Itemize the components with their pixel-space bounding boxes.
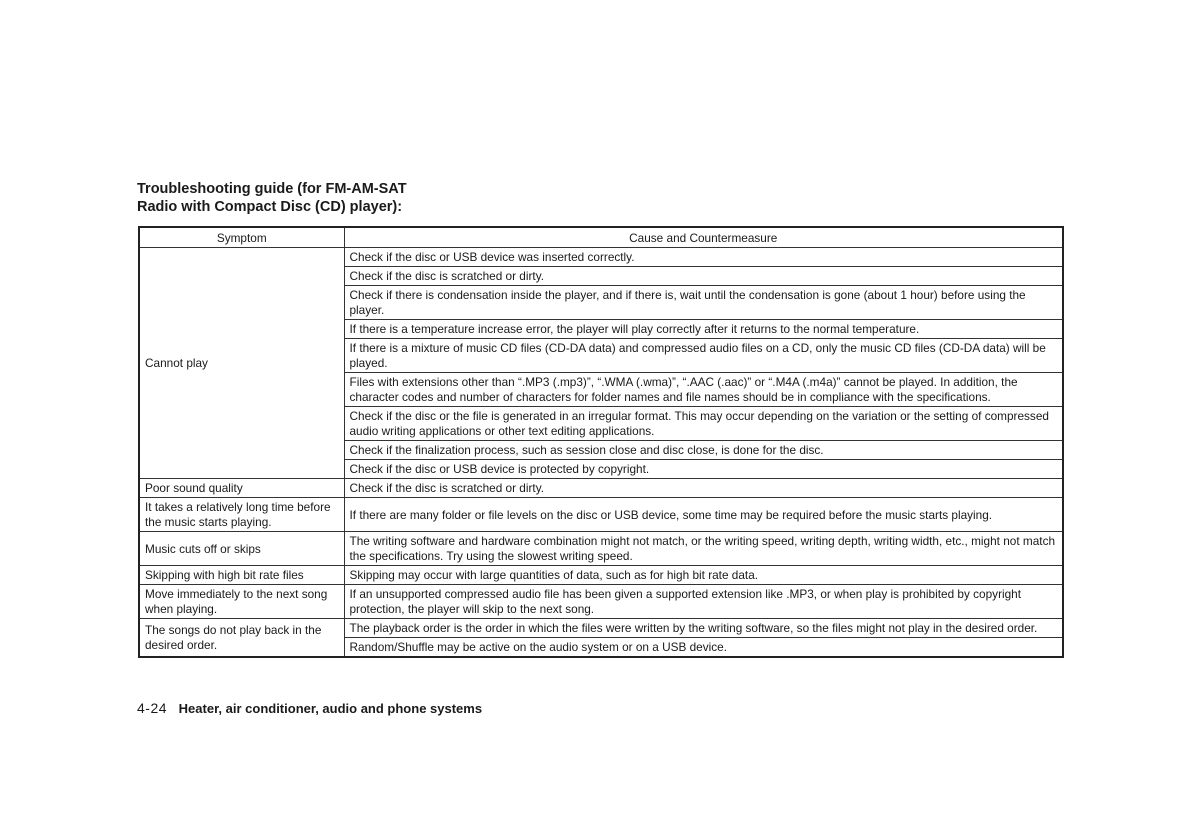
cause-cell: If there is a temperature increase error, the player will play correctly after it returns to the normal temperature. <box>344 320 1063 339</box>
table-row <box>139 248 1063 267</box>
table-row <box>139 585 1063 619</box>
cause-cell: If there are many folder or file levels on the disc or USB device, some time may be required before the music starts playing. <box>344 498 1063 532</box>
cause-cell: Random/Shuffle may be active on the audio system or on a USB device. <box>344 638 1063 658</box>
cause-cell: Check if the finalization process, such as session close and disc close, is done for the disc. <box>344 441 1063 460</box>
symptom-cell: Poor sound quality <box>139 479 344 498</box>
cause-cell: Check if the disc is scratched or dirty. <box>344 267 1063 286</box>
table-header-row <box>139 227 1063 248</box>
table-row <box>139 498 1063 532</box>
cause-cell: The playback order is the order in which the files were written by the writing software, so the files might not play in the desired order. <box>344 619 1063 638</box>
cause-cell: Check if there is condensation inside the player, and if there is, wait until the condensation is gone (about 1 hour) before using the player. <box>344 286 1063 320</box>
cause-cell: Check if the disc or USB device is protected by copyright. <box>344 460 1063 479</box>
table-row <box>139 566 1063 585</box>
table-row <box>139 479 1063 498</box>
symptom-column-header: Symptom <box>139 227 344 248</box>
cause-cell: If an unsupported compressed audio file has been given a supported extension like .MP3, or when play is prohibited by copyright protection, the player will skip to the next song. <box>344 585 1063 619</box>
symptom-cell: Skipping with high bit rate files <box>139 566 344 585</box>
cause-cell: Check if the disc is scratched or dirty. <box>344 479 1063 498</box>
symptom-cell: The songs do not play back in the desired order. <box>139 619 344 658</box>
symptom-cell: Move immediately to the next song when playing. <box>139 585 344 619</box>
cause-cell: If there is a mixture of music CD files (CD-DA data) and compressed audio files on a CD, only the music CD files (CD-DA data) will be played. <box>344 339 1063 373</box>
cause-cell: Skipping may occur with large quantities of data, such as for high bit rate data. <box>344 566 1063 585</box>
troubleshooting-table <box>138 226 1064 658</box>
table-row <box>139 532 1063 566</box>
symptom-cell: Music cuts off or skips <box>139 532 344 566</box>
page-number: 4-24 <box>137 700 168 716</box>
cause-column-header: Cause and Countermeasure <box>344 227 1063 248</box>
table-body <box>139 248 1063 658</box>
symptom-cell: Cannot play <box>139 248 344 479</box>
page-footer <box>137 700 482 716</box>
section-heading <box>137 180 407 216</box>
footer-section-title: Heater, air conditioner, audio and phone systems <box>178 701 483 716</box>
cause-cell: Check if the disc or USB device was inserted correctly. <box>344 248 1063 267</box>
heading-line-1: Troubleshooting guide (for FM-AM-SAT <box>137 181 407 197</box>
heading-line-2: Radio with Compact Disc (CD) player): <box>137 199 403 215</box>
cause-cell: The writing software and hardware combination might not match, or the writing speed, writing depth, writing width, etc., might not match the specifications. Try using the slowest writing speed. <box>344 532 1063 566</box>
table-row <box>139 619 1063 638</box>
symptom-cell: It takes a relatively long time before the music starts playing. <box>139 498 344 532</box>
cause-cell: Files with extensions other than “.MP3 (.mp3)”, “.WMA (.wma)”, “.AAC (.aac)” or “.M4A (.m4a)” cannot be played. In addition, the character codes and number of characters for folder names and file names should be in compliance with the specifications. <box>344 373 1063 407</box>
cause-cell: Check if the disc or the file is generated in an irregular format. This may occur depending on the variation or the setting of compressed audio writing applications or other text editing applications. <box>344 407 1063 441</box>
